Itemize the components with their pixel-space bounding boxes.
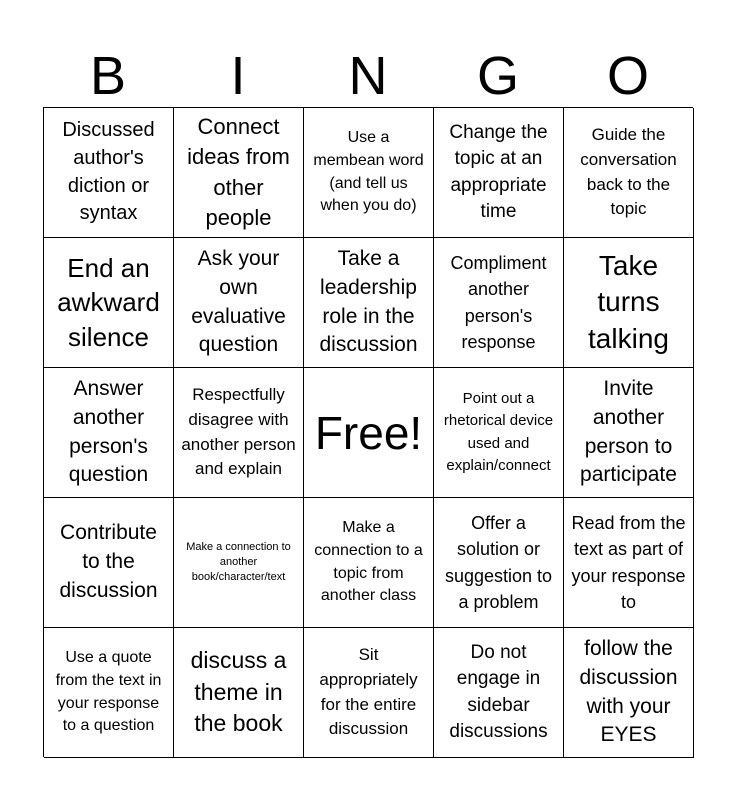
bingo-cell[interactable] [304,108,434,238]
bingo-cell[interactable] [174,108,304,238]
bingo-cell[interactable] [564,238,694,368]
bingo-grid [43,107,693,757]
cell-text: Sit appropriately for the entire discussion [319,645,418,739]
bingo-cell[interactable] [44,368,174,498]
bingo-cell[interactable] [304,238,434,368]
bingo-header [43,45,693,107]
cell-text: Make a connection to a topic from another class [314,519,423,605]
cell-text: Invite another person to participate [580,376,677,487]
bingo-cell[interactable] [434,238,564,368]
header-letter-b: B [89,46,127,106]
cell-text: Read from the text as part of your response to [571,513,686,612]
cell-text: follow the discussion with your EYES [579,636,678,747]
bingo-cell[interactable] [174,628,304,758]
header-letter-n: N [348,46,388,106]
bingo-cell[interactable] [564,498,694,628]
cell-text: Use a quote from the text in your response to a question [55,649,162,735]
cell-text: discuss a theme in the book [190,646,287,737]
header-letter-o: O [606,46,649,106]
cell-text: Guide the conversation back to the topic [580,125,677,219]
bingo-cell[interactable] [174,368,304,498]
bingo-cell[interactable] [174,498,304,628]
cell-text: Connect ideas from other people [187,113,290,230]
cell-text: Answer another person's question [68,376,149,487]
free-space-label: Free! [314,406,423,459]
cell-text: Use a membean word (and tell us when you do) [313,129,424,215]
cell-text: Take turns talking [588,249,669,354]
bingo-cell[interactable] [434,368,564,498]
bingo-cell[interactable] [434,498,564,628]
bingo-cell[interactable] [174,238,304,368]
cell-text: Discussed author's diction or syntax [62,119,155,225]
bingo-cell[interactable] [304,498,434,628]
bingo-cell[interactable] [44,628,174,758]
cell-text: Point out a rhetorical device used and explain/connect [443,390,554,474]
bingo-cell[interactable] [44,238,174,368]
cell-text: Make a connection to another book/character/text [186,541,291,583]
cell-text: Offer a solution or suggestion to a problem [444,513,553,612]
bingo-cell[interactable] [564,628,694,758]
bingo-cell[interactable] [304,628,434,758]
cell-text: Respectfully disagree with another person and explain [181,385,296,479]
bingo-cell[interactable] [564,368,694,498]
cell-text: Compliment another person's response [450,253,547,352]
bingo-cell[interactable] [44,498,174,628]
cell-text: Contribute to the discussion [59,521,158,602]
free-space-cell[interactable] [304,368,434,498]
cell-text: Ask your own evaluative question [191,246,286,357]
cell-text: End an awkward silence [57,253,160,352]
cell-text: Do not engage in sidebar discussions [449,642,548,742]
header-letter-g: G [476,46,519,106]
cell-text: Change the topic at an appropriate time [449,122,548,222]
bingo-cell[interactable] [564,108,694,238]
bingo-cell[interactable] [434,108,564,238]
bingo-cell[interactable] [434,628,564,758]
cell-text: Take a leadership role in the discussion [319,246,418,357]
bingo-cell[interactable] [44,108,174,238]
header-letter-i: I [230,46,246,106]
